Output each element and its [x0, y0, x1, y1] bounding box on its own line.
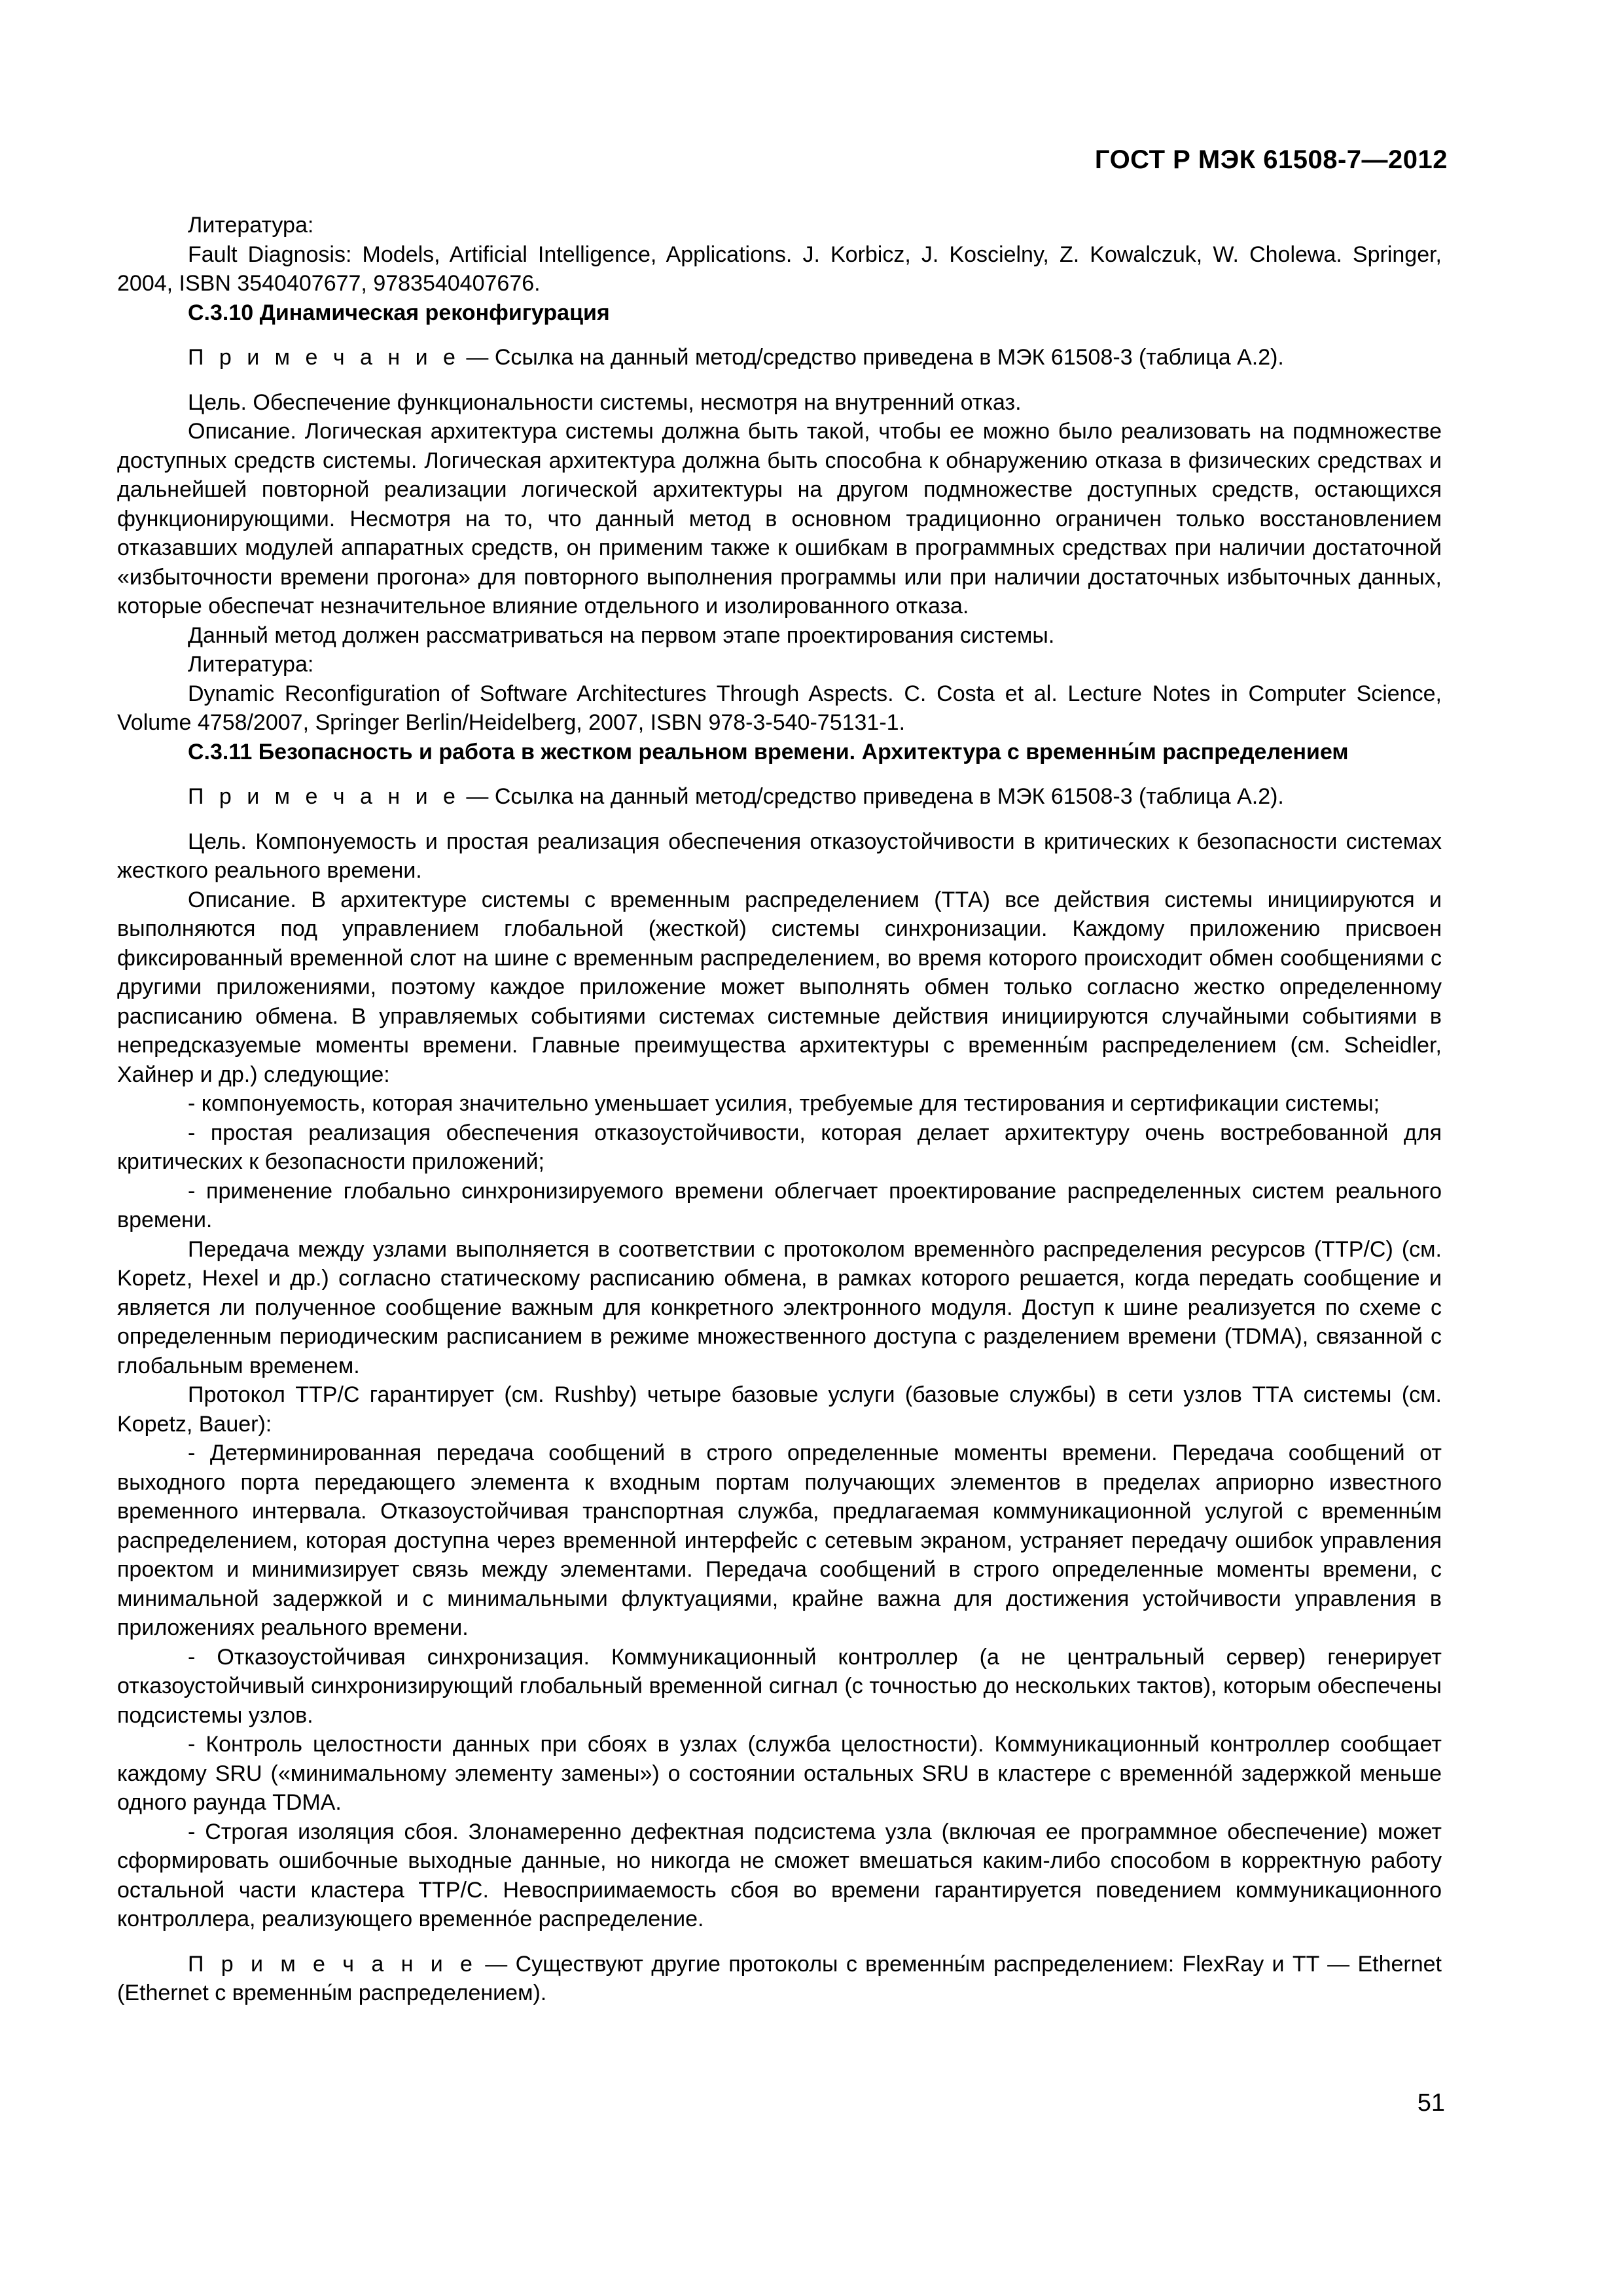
goal-paragraph: Цель. Компонуемость и простая реализация обеспечения отказоустойчивости в критических к безопасности системах жесткого реального времени. [117, 829, 1442, 883]
literature-label: Литература: [188, 652, 314, 677]
note-paragraph [117, 782, 1442, 812]
list-item: - простая реализация обеспечения отказоустойчивости, которая делает архитектуру очень востребованной для критических к безопасности приложений; [117, 1120, 1442, 1174]
body-paragraph: Протокол TTP/C гарантирует (см. Rushby) четыре базовые услуги (базовые службы) в сети узлов ТТА системы (см. Kopetz, Bauer): [117, 1382, 1442, 1437]
literature-reference: Fault Diagnosis: Models, Artificial Intelligence, Applications. J. Korbicz, J. Koscielny, Z. Kowalczuk, W. Cholewa. Springer, 2004, ISBN 3540407677, 9783540407676. [117, 242, 1442, 296]
note-label: П р и м е ч а н и е [188, 784, 460, 809]
description-paragraph: Описание. Логическая архитектура системы должна быть такой, чтобы ее можно было реализовать на подмножестве доступных средств системы. Логическая архитектура должна быть способна к обнаружению отказа в физических средствах и дальнейшей повторной реализации логической архитектуры на другом подмножестве доступных средств, остающихся функционирующими. Несмотря на то, что данный метод в основном традиционно ограничен только восстановлением отказавших модулей аппаратных средств, он применим также к ошибкам в программных средствах при наличии достаточной «избыточности времени прогона» для повторного выполнения программы или при наличии достаточных избыточных данных, которые обеспечат незначительное влияние отдельного и изолированного отказа. [117, 419, 1442, 619]
literature-reference: Dynamic Reconfiguration of Software Architectures Through Aspects. C. Costa et al. Lecture Notes in Computer Science, Volume 4758/2007, Springer Berlin/Heidelberg, 2007, ISBN 978-3-540-75131-1. [117, 681, 1442, 735]
note-text: — Ссылка на данный метод/средство приведена в МЭК 61508-3 (таблица А.2). [459, 345, 1284, 370]
section-title-c311: С.3.11 Безопасность и работа в жестком реальном времени. Архитектура с временны́м распределением [188, 739, 1349, 764]
list-item: - компонуемость, которая значительно уменьшает усилия, требуемые для тестирования и сертификации системы; [188, 1091, 1380, 1116]
list-item: - Отказоустойчивая синхронизация. Коммуникационный контроллер (а не центральный сервер) генерирует отказоустойчивый синхронизирующий глобальный временной сигнал (с точностью до нескольких тактов), которым обеспечены подсистемы узлов. [117, 1644, 1442, 1728]
note-text: — Существуют другие протоколы с временны́м распределением: FlexRay и TT — Ethernet (Ethernet с временны́м распределением). [117, 1951, 1442, 2005]
goal-paragraph: Цель. Обеспечение функциональности системы, несмотря на внутренний отказ. [188, 389, 1022, 415]
page-number: 51 [1417, 2089, 1445, 2117]
list-item: - Детерминированная передача сообщений в строго определенные моменты времени. Передача сообщений от выходного порта передающего элемента к входным портам получающих элементов в пределах априорно известного временного интервала. Отказоустойчивая транспортная служба, предлагаемая коммуникационной услугой с временны́м распределением, которая доступна через временной интерфейс с сетевым экраном, устраняет передачу ошибок управления проектом и минимизирует связь между элементами. Передача сообщений в строго определенные моменты времени, с минимальной задержкой и с минимальными флуктуациями, крайне важна для достижения устойчивости управления в приложениях реального времени. [117, 1441, 1442, 1640]
description-paragraph: Описание. В архитектуре системы с временным распределением (ТТА) все действия системы инициируются и выполняются под управлением глобальной (жесткой) системы синхронизации. Каждому приложению присвоен фиксированный временной слот на шине с временным распределением, во время которого происходит обмен сообщениями с другими приложениями, поэтому каждое приложение может выполнять обмен только согласно жестко определенному расписанию обмена. В управляемых событиями системах системные действия инициируются случайными событиями в непредсказуемые моменты времени. Главные преимущества архитектуры с временны́м распределением (см. Scheidler, Хайнер и др.) следующие: [117, 887, 1442, 1087]
stage-paragraph: Данный метод должен рассматриваться на первом этапе проектирования системы. [188, 622, 1055, 648]
note-paragraph [117, 1950, 1442, 2008]
literature-label: Литература: [188, 213, 314, 238]
note-paragraph [117, 343, 1442, 372]
note-text: — Ссылка на данный метод/средство приведена в МЭК 61508-3 (таблица А.2). [459, 784, 1284, 809]
list-item: - Контроль целостности данных при сбоях в узлах (служба целостности). Коммуникационный контроллер сообщает каждому SRU («минимальному элементу замены») о состоянии остальных SRU в кластере с временно́й задержкой меньше одного раунда TDMA. [117, 1732, 1442, 1815]
note-label: П р и м е ч а н и е [188, 345, 460, 370]
document-code-header: ГОСТ Р МЭК 61508-7—2012 [1094, 145, 1448, 174]
document-body [117, 211, 1442, 2008]
note-label: П р и м е ч а н и е [188, 1951, 477, 1977]
section-title-c310: С.3.10 Динамическая реконфигурация [188, 300, 610, 325]
list-item: - применение глобально синхронизируемого времени облегчает проектирование распределенных систем реального времени. [117, 1178, 1442, 1232]
body-paragraph: Передача между узлами выполняется в соответствии с протоколом временно̀го распределения ресурсов (TTP/C) (см. Kopetz, Hexel и др.) согласно статическому расписанию обмена, в рамках которого решается, когда передать сообщение и является ли полученное сообщение важным для конкретного электронного модуля. Доступ к шине реализуется по схеме с определенным периодическим расписанием в режиме множественного доступа с разделением времени (TDMA), связанной с глобальным временем. [117, 1236, 1442, 1378]
list-item: - Строгая изоляция сбоя. Злонамеренно дефектная подсистема узла (включая ее программное обеспечение) может сформировать ошибочные выходные данные, но никогда не сможет вмешаться каким-либо способом в корректную работу остальной части кластера TTP/C. Невосприимаемость сбоя во времени гарантируется поведением коммуникационного контроллера, реализующего временно́е распределение. [117, 1819, 1442, 1931]
